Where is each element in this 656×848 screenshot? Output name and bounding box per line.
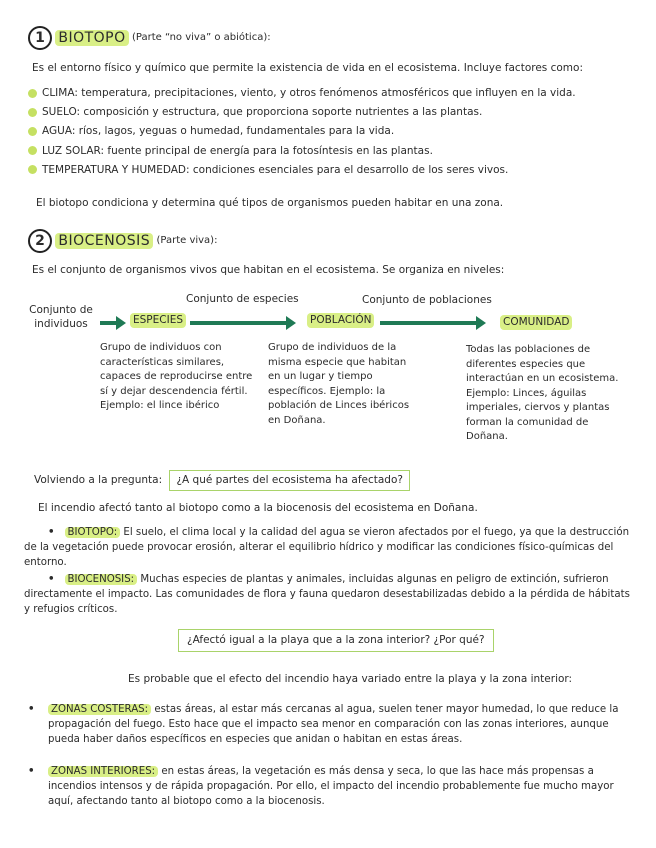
bullet-dot-icon (28, 127, 37, 136)
question1-row (34, 470, 410, 491)
point-biocenosis (24, 573, 634, 617)
point-costeras (28, 703, 628, 747)
factor-term: SUELO: (42, 106, 81, 119)
bullet-icon (48, 574, 65, 585)
number-circle-1: 1 (28, 26, 52, 50)
question1-lead: Volviendo a la pregunta: (34, 474, 163, 486)
point-term: ZONAS COSTERAS: (48, 704, 151, 715)
point-text: estas áreas, al estar más cercanas al agua, suelen tener mayor humedad, lo que reduce la propagación del fuego. Esto hace que el impacto sea menor en comparación con las zonas interiores, aunque pueda haber daños específicos en especies que anidan o habitan en estas áreas. (48, 704, 619, 745)
factor-term: LUZ SOLAR: (42, 144, 105, 157)
bullet-icon: • (28, 766, 35, 778)
point-text: El suelo, el clima local y la calidad del agua se vieron afectados por el fuego, ya que la destrucción de la vegetación puede provocar erosión, alterar el equilibrio hídrico y modificar las condiciones físico-químicas del entorno. (24, 527, 630, 568)
factor-text: ríos, lagos, yeguas o humedad, fundamentales para la vida. (75, 125, 395, 138)
biotopo-closing: El biotopo condiciona y determina qué tipos de organismos pueden habitar en una zona. (36, 197, 504, 209)
arrow-right-icon (380, 321, 478, 325)
question1-answer: El incendio afectó tanto al biotopo como a la biocenosis del ecosistema en Doñana. (38, 502, 478, 514)
biotopo-title: BIOTOPO (55, 30, 128, 46)
bullet-dot-icon (28, 108, 37, 117)
arrow2-label: Conjunto de poblaciones (362, 294, 492, 306)
question2-box: ¿Afectó igual a la playa que a la zona interior? ¿Por qué? (178, 629, 494, 652)
factor-item (28, 163, 576, 178)
desc-comunidad: Todas las poblaciones de diferentes especies que interactúan en un ecosistema. Ejemplo: Linces, águilas imperiales, ciervos y plantas forman la comunidad de Doñana. (466, 344, 619, 442)
bullet-dot-icon (28, 146, 37, 155)
bullet-icon: • (28, 704, 35, 715)
node-especies: ESPECIES (130, 313, 186, 328)
factor-text: condiciones esenciales para el desarrollo de los seres vivos. (189, 163, 509, 176)
factor-item (28, 144, 576, 159)
point-text: en estas áreas, la vegetación es más densa y seca, lo que las hace más propensas a incendios intensos y de rápida propagación. Por ello, el impacto del incendio probablemente fue mucho mayor aquí, afectando tanto al biotopo como a la biocenosis. (48, 766, 614, 807)
point-interiores (28, 765, 628, 809)
question1-points (24, 526, 634, 618)
number-circle-2: 2 (28, 229, 52, 253)
biotopo-subtitle: (Parte “no viva” o abiótica): (131, 31, 271, 43)
biocenosis-title: BIOCENOSIS (55, 233, 153, 249)
desc-especies: Grupo de individuos con características similares, capaces de reproducirse entre sí y dejar descendencia fértil. Ejemplo: el lince ibérico (100, 342, 253, 411)
biotopo-intro: Es el entorno físico y químico que permite la existencia de vida en el ecosistema. Incluye factores como: (32, 62, 583, 74)
point-term: ZONAS INTERIORES: (48, 766, 158, 777)
point-term: BIOTOPO: (65, 527, 121, 538)
factor-term: AGUA: (42, 125, 76, 138)
factor-term: CLIMA: (42, 87, 78, 99)
arrow1-label: Conjunto de especies (186, 293, 299, 305)
question2-row (178, 629, 494, 652)
factor-text: fuente principal de energía para la fotosíntesis en las plantas. (104, 144, 433, 157)
biocenosis-subtitle: (Parte viva): (156, 234, 218, 246)
arrow-right-icon (190, 321, 288, 325)
bullet-dot-icon (28, 165, 37, 174)
section-biotopo-header (28, 26, 271, 50)
desc-poblacion: Grupo de individuos de la misma especie que habitan en un lugar y tiempo específicos. Ejemplo: la población de Linces ibéricos en Doñana. (268, 342, 410, 426)
biocenosis-intro: Es el conjunto de organismos vivos que habitan en el ecosistema. Se organiza en niveles: (32, 264, 505, 276)
node-comunidad: COMUNIDAD (500, 315, 572, 330)
section-biocenosis-header (28, 229, 217, 253)
bullet-icon (48, 527, 65, 538)
arrow-right-icon (100, 321, 118, 325)
factor-item (28, 105, 576, 120)
question2-points (28, 703, 628, 810)
point-biotopo (24, 526, 634, 570)
factor-term: TEMPERATURA Y HUMEDAD: (42, 163, 190, 176)
factor-text: temperatura, precipitaciones, viento, y otros fenómenos atmosféricos que influyen en la vida. (77, 87, 576, 99)
question2-answer: Es probable que el efecto del incendio haya variado entre la playa y la zona interior: (128, 673, 573, 685)
diagram-start-label: Conjunto de individuos (29, 304, 93, 330)
point-term: BIOCENOSIS: (65, 574, 138, 585)
point-text: Muchas especies de plantas y animales, incluidas algunas en peligro de extinción, sufrieron directamente el impacto. Las comunidades de flora y fauna quedaron desestabilizadas debido a la pérdida de hábitats y refugios críticos. (24, 574, 630, 615)
biotopo-factor-list (28, 86, 576, 178)
factor-item (28, 124, 576, 139)
factor-item (28, 86, 576, 101)
node-poblacion: POBLACIÓN (307, 313, 374, 328)
bullet-dot-icon (28, 89, 37, 98)
question1-box: ¿A qué partes del ecosistema ha afectado? (169, 470, 410, 491)
factor-text: composición y estructura, que proporciona soporte nutrientes a las plantas. (80, 106, 483, 119)
